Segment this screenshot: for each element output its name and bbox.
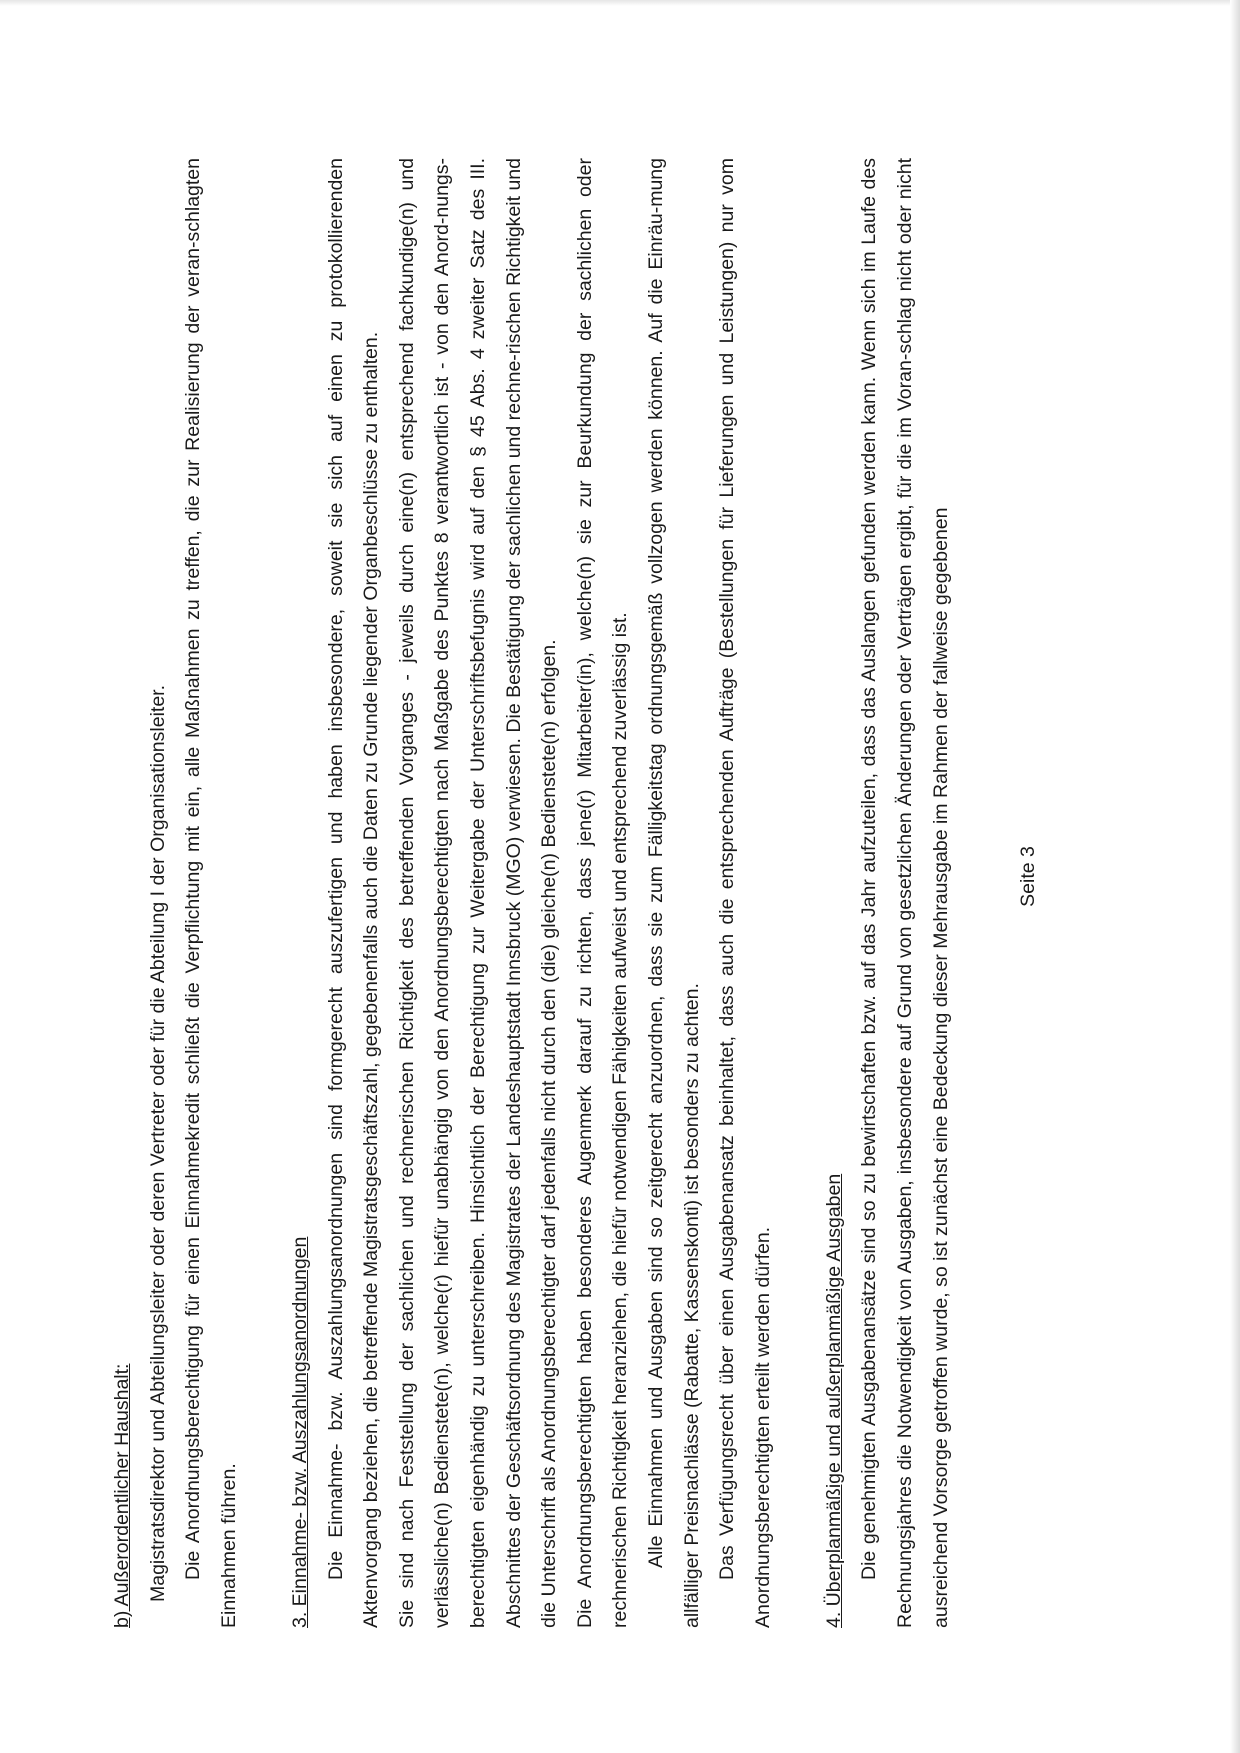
section-3-paragraph-3: Die Anordnungsberechtigten haben besonderes Augenmerk darauf zu richten, dass jene(r) Mitarbeiter(in), welche(n) sie zur Beurkundung der sachlichen oder rechnerischen Richtigkeit heranziehen, die hiefür notwendigen Fähigkeiten aufweist und entsprechend zuverlässig ist. [573, 158, 632, 1628]
section-b-paragraph-2: Die Anordnungsberechtigung für einen Einnahmekredit schließt die Verpflichtung mit ein, alle Maßnahmen zu treffen, die zur Realisierung der veran-schlagten Einnahmen führen. [182, 158, 240, 1628]
section-4-paragraph-1: Die genehmigten Ausgabenansätze sind so zu bewirtschaften bzw. auf das Jahr aufzuteilen, dass das Auslangen gefunden werden kann. Wenn sich im Laufe des Rechnungsjahres die Notwendigkeit von Ausgaben, insbesondere auf Grund von gesetzlichen Änderungen oder Verträgen ergibt, für die im Voran-schlag nicht oder nicht ausreichend Vorsorge getroffen wurde, so ist zunächst eine Bedeckung dieser Mehrausgabe im Rahmen der fallweise gegebenen [858, 158, 952, 1628]
page-number: Seite 3 [1017, 846, 1039, 907]
section-3-paragraph-2: Sie sind nach Feststellung der sachlichen und rechnerischen Richtigkeit des betreffenden Vorganges - jeweils durch eine(n) entsprechend fachkundige(n) und verlässliche(n) Bedienstete(n), welche(r) hiefür unabhängig von den Anordnungsberechtigten nach Maßgabe des Punktes 8 verantwortlich ist - von den Anord-nungs-berechtigten eigenhändig zu unterschreiben. Hinsichtlich der Berechtigung zur Weitergabe der Unterschriftsbefugnis wird auf den § 45 Abs. 4 zweiter Satz des III. Abschnittes der Geschäftsordnung des Magistrates der Landeshauptstadt Innsbruck (MGO) verwiesen. Die Bestätigung der sachlichen und rechne-rischen Richtigkeit und die Unterschrift als Anordnungsberechtigter darf jedenfalls nicht durch den (die) gleiche(n) Bedienstete(n) erfolgen. [395, 158, 561, 1628]
section-3-paragraph-5: Das Verfügungsrecht über einen Ausgabenansatz beinhaltet, dass auch die entsprechenden Aufträge (Bestellungen für Lieferungen und Leistungen) nur vom Anordnungsberechtigten erteilt werden dürfen. [716, 158, 774, 1628]
spacer [247, 158, 283, 1628]
spacer [781, 158, 817, 1628]
section-3-paragraph-1: Die Einnahme- bzw. Auszahlungsanordnungen sind formgerecht auszufertigen und haben insbesondere, soweit sie sich auf einen zu protokollierenden Aktenvorgang beziehen, die betreffende Magistratsgeschäftszahl, gegebenenfalls auch die Daten zu Grunde liegender Organbeschlüsse zu enthalten. [324, 158, 383, 1628]
document-body [105, 158, 959, 1628]
section-4-heading: 4. Überplanmäßige und außerplanmäßige Ausgaben [822, 1173, 845, 1628]
section-3-heading: 3. Einnahme- bzw. Auszahlungsanordnungen [288, 1236, 311, 1628]
section-b-paragraph-1: Magistratsdirektor und Abteilungsleiter oder deren Vertreter oder für die Abteilung I der Organisationsleiter. [146, 684, 169, 1602]
section-b-heading: b) Außerordentlicher Haushalt: [111, 1363, 133, 1628]
section-3-paragraph-4: Alle Einnahmen und Ausgaben sind so zeitgerecht anzuordnen, dass sie zum Fälligkeitstag ordnungsgemäß vollzogen werden können. Auf die Einräu-mung allfälliger Preisnachlässe (Rabatte, Kassenskonti) ist besonders zu achten. [644, 158, 703, 1628]
